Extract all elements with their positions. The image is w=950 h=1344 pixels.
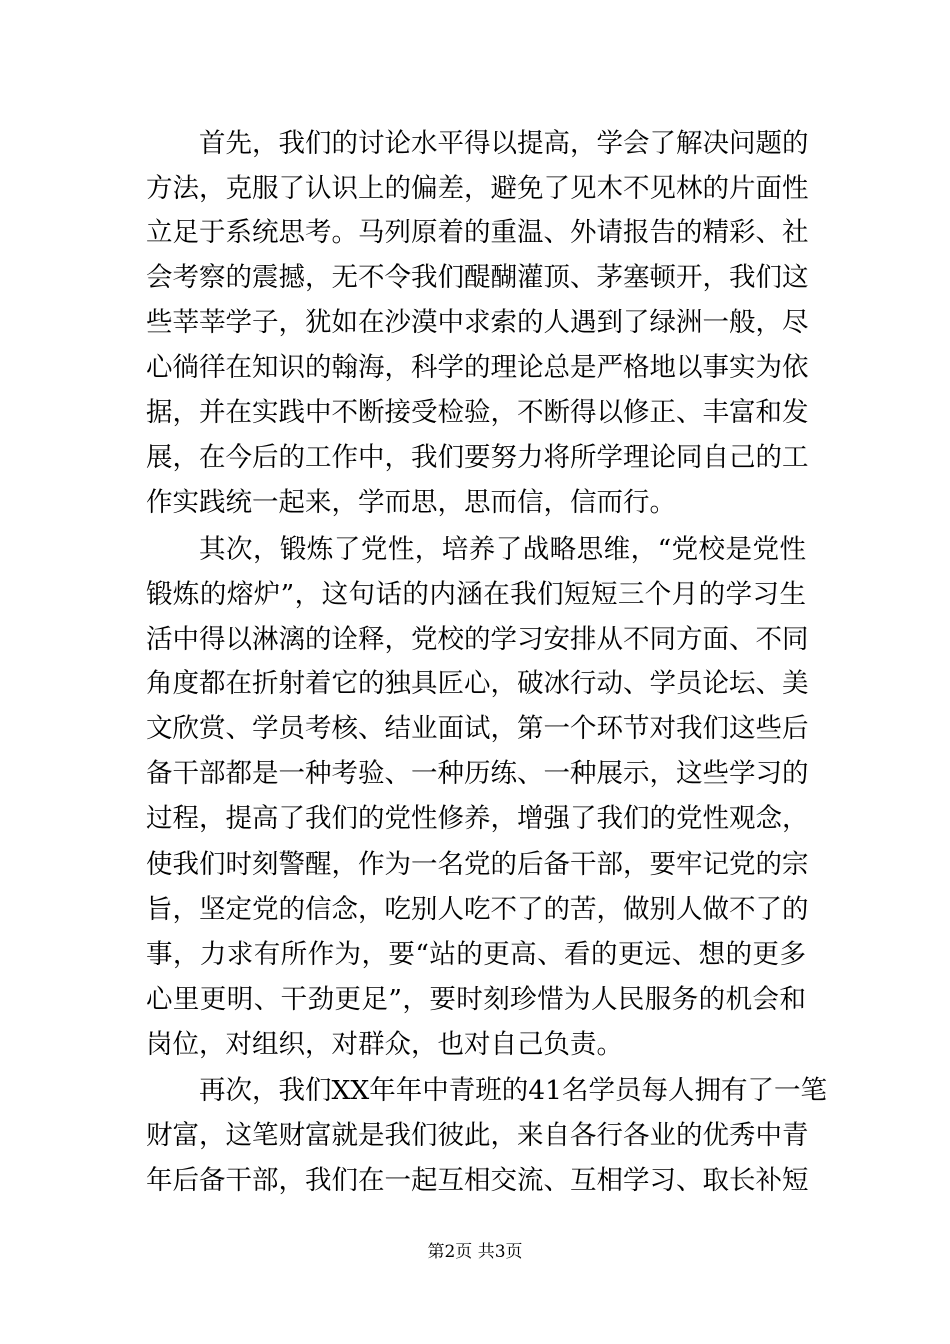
text-line: 些莘莘学子，犹如在沙漠中求索的人遇到了绿洲一般，尽: [146, 307, 809, 338]
text-line: 心徜徉在知识的翰海，科学的理论总是严格地以事实为依: [146, 352, 809, 383]
text-line: 旨，坚定党的信念，吃别人吃不了的苦，做别人做不了的: [146, 894, 809, 925]
text-line: 方法，克服了认识上的偏差，避免了见木不见林的片面性: [146, 173, 809, 204]
text-line: 事，力求有所作为，要“站的更高、看的更远、想的更多: [146, 939, 806, 970]
text-line: 活中得以淋漓的诠释，党校的学习安排从不同方面、不同: [146, 624, 809, 655]
text-line: 过程，提高了我们的党性修养，增强了我们的党性观念，: [146, 803, 809, 834]
text-line: 首先，我们的讨论水平得以提高，学会了解决问题的: [199, 128, 809, 159]
text-line: 角度都在折射着它的独具匠心，破冰行动、学员论坛、美: [146, 668, 809, 699]
page-number-footer: 第2页 共3页: [427, 1242, 523, 1262]
text-line: 其次，锻炼了党性，培养了战略思维，“党校是党性: [199, 534, 806, 565]
text-line: 据，并在实践中不断接受检验，不断得以修正、丰富和发: [146, 397, 809, 428]
text-line: 锻炼的熔炉”，这句话的内涵在我们短短三个月的学习生: [146, 579, 806, 610]
text-line: 年后备干部，我们在一起互相交流、互相学习、取长补短: [146, 1165, 809, 1196]
text-line: 作实践统一起来，学而思，思而信，信而行。: [146, 487, 676, 518]
text-line: 财富，这笔财富就是我们彼此，来自各行各业的优秀中青: [146, 1120, 809, 1151]
text-line: 展，在今后的工作中，我们要努力将所学理论同自己的工: [146, 442, 809, 473]
text-line: 备干部都是一种考验、一种历练、一种展示，这些学习的: [146, 758, 809, 789]
text-line: 文欣赏、学员考核、结业面试，第一个环节对我们这些后: [146, 713, 809, 744]
text-line: 立足于系统思考。马列原着的重温、外请报告的精彩、社: [146, 217, 809, 248]
text-line: 使我们时刻警醒，作为一名党的后备干部，要牢记党的宗: [146, 849, 809, 880]
text-line: 再次，我们XX年年中青班的41名学员每人拥有了一笔: [199, 1075, 827, 1106]
text-line: 岗位，对组织，对群众，也对自己负责。: [146, 1029, 623, 1060]
text-line: 心里更明、干劲更足”，要时刻珍惜为人民服务的机会和: [146, 984, 806, 1015]
text-line: 会考察的震撼，无不令我们醍醐灌顶、茅塞顿开，我们这: [146, 262, 809, 293]
